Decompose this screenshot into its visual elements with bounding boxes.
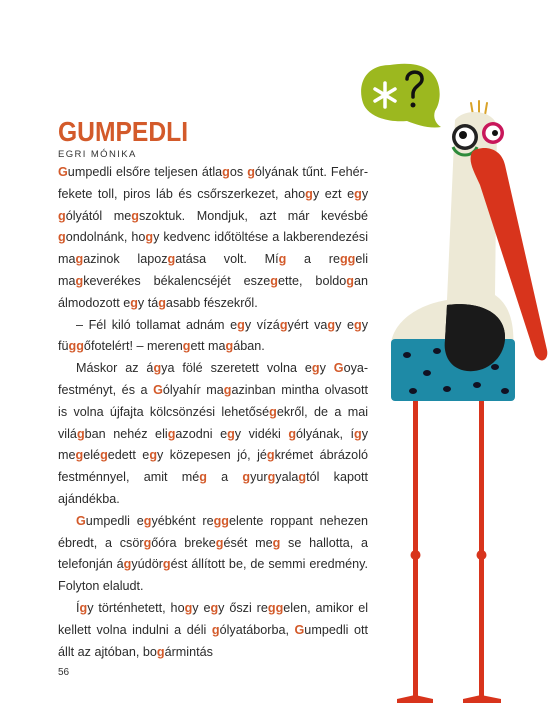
stork-illustration <box>355 55 553 705</box>
paragraph: – Fél kiló tollamat adnám egy vízágyért vagy egy függőfotelért! – merengett magában. <box>58 317 369 354</box>
paragraph: Gumpedli egyébként reggelente roppant nehezen ébredt, a csörgőóra brekegését meg se hallotta, a telefonján ágyúdörgést állított be, de semmi eredmény. Folyton elaludt. <box>58 513 369 594</box>
story-title: GUMPEDLI <box>58 116 189 147</box>
speech-bubble-icon <box>361 64 441 128</box>
right-eye-icon <box>482 122 504 144</box>
story-body <box>58 162 368 663</box>
author-name: EGRI MÓNIKA <box>58 149 137 160</box>
page-number: 56 <box>58 667 70 678</box>
paragraph: Gumpedli elsőre teljesen átlagos gólyának tűnt. Fehér-fekete toll, piros láb és csőrszerkezet, ahogy ezt egy gólyától megszoktuk. Mondjuk, azt már kevésbé gondolnánk, hogy kedvenc időtöltése a lakberendezési magazinok lapozgatása volt. Míg a reggeli magkeverékes békalencséjét eszegette, boldogan álmodozott egy tágasabb fészekről. <box>58 165 369 310</box>
paragraph: Máskor az ágya fölé szeretett volna egy Goya-festményt, és a Gólyahír magazinban mintha olvasott is volna újfajta kölcsönzési lehetőségekről, de a mai világban nehéz eligazodni egy vidéki gólyának, így megelégedett egy közepesen jó, jégkrémet ábrázoló festménnyel, amit még a gyurgyalagtól kapott ajándékba. <box>58 361 369 506</box>
paragraph: Így történhetett, hogy egy őszi reggelen, amikor el kellett volna indulni a déli gólyatáborba, Gumpedli ott állt az ajtóban, bogármintás <box>58 600 369 659</box>
stork-legs <box>397 401 501 703</box>
